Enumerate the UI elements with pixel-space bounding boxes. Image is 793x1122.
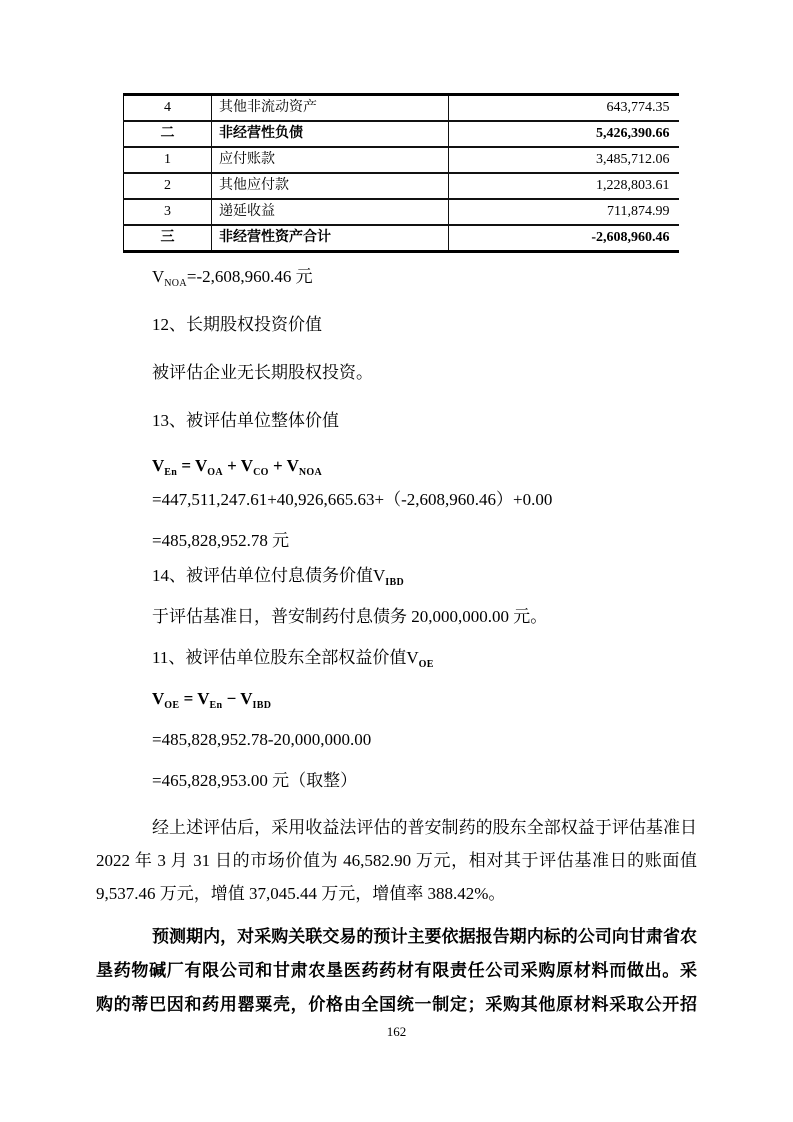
row-value: 5,426,390.66 xyxy=(449,121,679,147)
paragraph-line: 预测期内，对采购关联交易的预计主要依据报告期内标的公司向甘肃省农 xyxy=(152,927,697,946)
page-number: 162 xyxy=(386,1024,407,1039)
row-name: 其他非流动资产 xyxy=(212,95,449,122)
row-name: 其他应付款 xyxy=(212,173,449,199)
row-value: 1,228,803.61 xyxy=(449,173,679,199)
row-name: 非经营性资产合计 xyxy=(212,225,449,252)
formula-ven-result: =485,828,952.78 元 xyxy=(152,531,290,550)
formula-ven-expansion: =447,511,247.61+40,926,665.63+（-2,608,960.46）+0.00 xyxy=(152,490,553,509)
table-row-total xyxy=(124,225,679,252)
row-value: 3,485,712.06 xyxy=(449,147,679,173)
formula-vnoa-result: $V_{NOA}=-2,608,960.46$ 元 xyxy=(152,267,313,289)
row-no: 3 xyxy=(124,199,212,225)
row-name: 应付账款 xyxy=(212,147,449,173)
row-no: 1 xyxy=(124,147,212,173)
table-row xyxy=(124,173,679,199)
formula-voe-result: =465,828,953.00 元（取整） xyxy=(152,771,358,790)
paragraph-valuation-conclusion xyxy=(96,811,697,910)
row-value: 711,874.99 xyxy=(449,199,679,225)
paragraph-line: 2022 年 3 月 31 日的市场价值为 46,582.90 万元，相对其于评估基准日的账面值 xyxy=(96,851,697,870)
row-value: 643,774.35 xyxy=(449,95,679,122)
section-heading-12: 12、长期股权投资价值 xyxy=(152,315,322,334)
row-no: 4 xyxy=(164,100,171,115)
table-row xyxy=(124,199,679,225)
row-no: 2 xyxy=(124,173,212,199)
table-row-subtotal xyxy=(124,121,679,147)
paragraph-line: 购的蒂巴因和药用罂粟壳，价格由全国统一制定；采购其他原材料采取公开招 xyxy=(96,995,697,1014)
formula-ven: $V_{En} = V_{OA} + V_{CO} + V_{NOA}$ xyxy=(152,456,322,478)
section-heading-13: 13、被评估单位整体价值 xyxy=(152,411,339,430)
paragraph-related-transactions xyxy=(96,920,697,1022)
formula-voe-expansion: =485,828,952.78-20,000,000.00 xyxy=(152,730,372,749)
document-body xyxy=(96,266,697,1022)
non-operating-items-table xyxy=(123,93,679,253)
row-name: 递延收益 xyxy=(212,199,449,225)
section-14-text: 于评估基准日，普安制药付息债务 20,000,000.00 元。 xyxy=(152,607,548,626)
formula-voe: $V_{OE} = V_{En} - V_{IBD}$ xyxy=(152,689,272,711)
section-12-text: 被评估企业无长期股权投资。 xyxy=(152,363,373,382)
table-row xyxy=(124,95,679,122)
paragraph-line: 经上述评估后，采用收益法评估的普安制药的股东全部权益于评估基准日 xyxy=(152,818,697,837)
paragraph-line: 9,537.46 万元，增值 37,045.44 万元，增值率 388.42%。 xyxy=(96,884,506,903)
paragraph-line: 垦药物碱厂有限公司和甘肃农垦医药药材有限责任公司采购原材料而做出。采 xyxy=(96,961,697,980)
section-heading-11: 11、被评估单位股东全部权益价值$V_{OE}$ xyxy=(152,648,434,670)
row-name: 非经营性负债 xyxy=(212,121,449,147)
row-value: -2,608,960.46 xyxy=(449,225,679,252)
row-no: 二 xyxy=(124,121,212,147)
row-no: 三 xyxy=(124,225,212,252)
table-row xyxy=(124,147,679,173)
section-heading-14: 14、被评估单位付息债务价值$V_{IBD}$ xyxy=(152,566,404,588)
